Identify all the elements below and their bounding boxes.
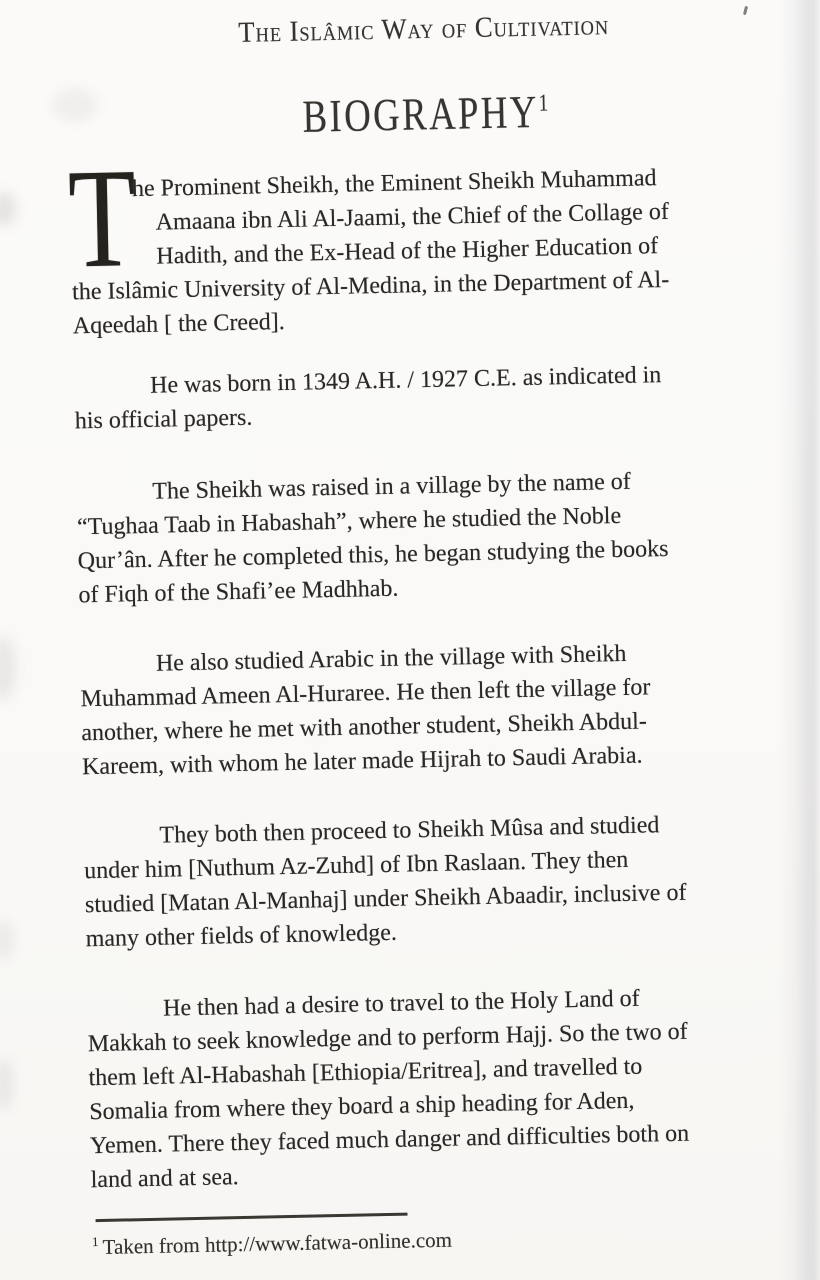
text-line: studied [Matan Al-Manhaj] under Sheikh Abaadir, inclusive of	[84, 879, 687, 919]
text-line: the Islâmic University of Al-Medina, in the Department of Al-	[71, 267, 670, 306]
text-line: of Fiqh of the Shafi’ee Madhhab.	[78, 575, 399, 609]
footnote-text: Taken from http://www.fatwa-online.com	[102, 1227, 453, 1260]
text-line: Aqeedah [ the Creed].	[72, 309, 285, 340]
page-title	[139, 74, 711, 146]
paragraph-3	[76, 462, 793, 613]
text-line: Somalia from where they board a ship heading for Aden,	[89, 1088, 635, 1126]
paragraph-1	[66, 138, 787, 344]
text-line: Hadith, and the Ex-Head of the Higher Education of	[156, 233, 659, 270]
title-footnote-marker: 1	[538, 90, 549, 117]
text-line: Qur’ân. After he completed this, he began studying the books	[77, 536, 669, 575]
paragraph-6	[87, 979, 805, 1198]
text-line: many other fields of knowledge.	[85, 920, 398, 953]
text-line: They both then proceed to Sheikh Mûsa and studied	[159, 812, 660, 850]
text-line: under him [Nuthum Az-Zuhd] of Ibn Raslaan. They then	[83, 847, 629, 885]
text-line: Makkah to seek knowledge and to perform Hajj. So the two of	[87, 1018, 688, 1058]
text-line: “Tughaa Taab in Habashah”, where he studied the Noble	[76, 503, 622, 541]
paragraph-4	[80, 634, 797, 785]
paragraph-5	[83, 806, 800, 957]
scan-smudge	[0, 1058, 14, 1110]
text-line: them left Al-Habashah [Ethiopia/Eritrea], and travelled to	[88, 1053, 643, 1092]
text-line: He also studied Arabic in the village with Sheikh	[155, 641, 627, 678]
text-line: Kareem, with whom he later made Hijrah to Saudi Arabia.	[81, 742, 643, 781]
running-header: The Islâmic Way of Cultivation	[238, 9, 610, 49]
text-line: Amaana ibn Ali Al-Jaami, the Chief of the Collage of	[155, 199, 670, 236]
text-line: his official papers.	[74, 404, 253, 435]
text-line: land and at sea.	[90, 1164, 239, 1194]
footnote	[92, 1215, 806, 1261]
scan-smudge	[0, 920, 14, 960]
text-line: He was born in 1349 A.H. / 1927 C.E. as indicated in	[149, 362, 662, 400]
text-line: Muhammad Ameen Al-Huraree. He then left the village for	[80, 674, 651, 713]
paragraph-2	[74, 356, 789, 439]
text-line: He then had a desire to travel to the Holy Land of	[162, 985, 640, 1022]
text-line: another, where he met with another student, Sheikh Abdul-	[81, 708, 648, 747]
text-line: he Prominent Sheikh, the Eminent Sheikh Muhammad	[131, 165, 657, 203]
footnote-marker: 1	[91, 1234, 99, 1250]
text-line: The Sheikh was raised in a village by the name of	[152, 469, 632, 506]
text-line: Yemen. There they faced much danger and difficulties both on	[89, 1120, 690, 1160]
page-title-text: BIOGRAPHY	[302, 85, 540, 142]
drop-cap: T	[66, 138, 138, 298]
footnote-divider	[96, 1213, 408, 1223]
